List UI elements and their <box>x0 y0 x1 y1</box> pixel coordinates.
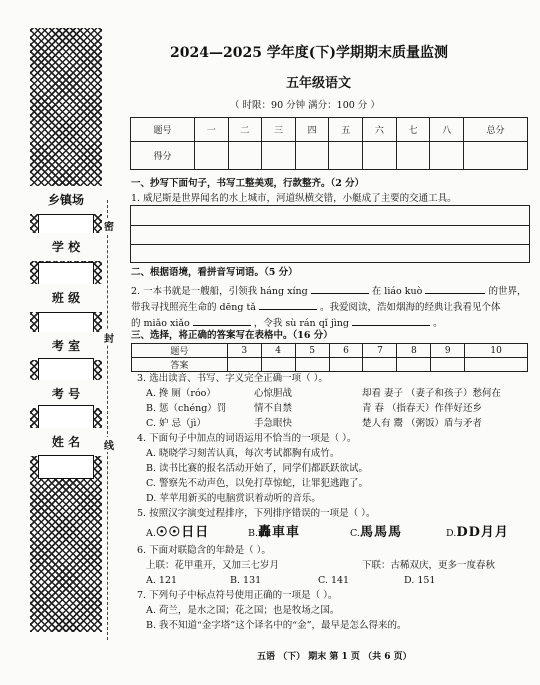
label-room: 考 室 <box>28 332 104 360</box>
q7-option-a: A. 荷兰，是水之国；花之国；也是牧场之国。 <box>146 605 340 616</box>
exam-meta: （ 时限：90 分钟 满分：100 分 ） <box>230 100 380 111</box>
name-field[interactable] <box>38 455 94 479</box>
answer-header-cell: 7 <box>363 344 397 358</box>
q5-choice-d <box>446 525 509 542</box>
q2-text: 带我寻找照亮生命的 dēng tǎ <box>131 302 256 313</box>
section-2-heading: 二、根据语境，看拼音写词语。（5 分） <box>131 267 298 278</box>
q3-option-c-word: 手急眼快 <box>254 418 293 429</box>
writing-line <box>131 225 529 226</box>
question-2-line-3 <box>131 315 443 330</box>
score-cell[interactable] <box>194 142 228 170</box>
q6-choice-d: D. 151 <box>404 575 436 586</box>
q2-text: 。 <box>433 318 443 329</box>
q3-option-b: B. 惩（chéng）罚 <box>146 403 227 414</box>
answer-cell[interactable] <box>431 358 465 372</box>
score-cell[interactable] <box>363 142 397 170</box>
answer-cell[interactable] <box>227 358 261 372</box>
question-3-stem: 3. 选出读音、书写、字义完全正确一项（ ）。 <box>137 373 328 384</box>
answer-cell[interactable] <box>329 358 363 372</box>
score-cell[interactable] <box>329 142 363 170</box>
q2-text: 。我爱阅读，浩如烟海的经典让我看见个体 <box>320 302 501 313</box>
seal-xian: 线 <box>104 437 114 452</box>
q3-option-b-word: 情不自禁 <box>254 403 293 414</box>
q4-option-d: D. 苹苹用新买的电脑赏识着动听的音乐。 <box>146 493 321 504</box>
page-subtitle: 五年级语文 <box>286 76 352 91</box>
page-footer: 五语 （下） 期末 第 1 页 （共 6 页） <box>257 652 412 662</box>
q2-text: ，令我 sù rán qǐ jìng <box>253 318 350 329</box>
answer-table <box>131 343 528 372</box>
score-cell[interactable] <box>396 142 430 170</box>
answer-header-cell: 9 <box>431 344 465 358</box>
q5-choice-c <box>350 525 402 542</box>
answer-blank[interactable] <box>193 315 251 326</box>
question-6-stem: 6. 下面对联隐含的年龄是（ ）。 <box>137 545 271 556</box>
page-title: 2024—2025 学年度(下)学期期末质量监测 <box>170 45 449 61</box>
score-cell[interactable] <box>464 142 528 170</box>
question-7-stem: 7. 下列句子中标点符号使用正确的一项是（ ）。 <box>137 590 338 601</box>
q3-option-a-word: 心惊胆战 <box>254 388 293 399</box>
score-header-cell: 七 <box>396 118 430 142</box>
choice-glyphs: DD月月 <box>456 525 509 540</box>
question-5-stem: 5. 按照汉字演变过程排序，下列排序错误的一项是（ ）。 <box>137 508 376 519</box>
score-cell[interactable] <box>262 142 296 170</box>
answer-row-label: 答案 <box>132 358 228 372</box>
choice-letter: B. <box>248 528 259 539</box>
answer-header-cell: 10 <box>465 344 528 358</box>
question-1: 1. 威尼斯是世界闻名的水上城市，河道纵横交错，小艇成了主要的交通工具。 <box>131 193 457 204</box>
answer-blank[interactable] <box>352 315 430 326</box>
seal-mi: 密 <box>104 218 114 233</box>
room-field[interactable] <box>38 358 94 382</box>
score-header-cell: 八 <box>430 118 464 142</box>
q4-option-c: C. 警察先不动声色，以免打草惊蛇，让罪犯逃跑了。 <box>146 478 368 489</box>
question-2-line-2 <box>131 299 501 314</box>
q6-choice-b: B. 131 <box>230 575 262 586</box>
label-name: 姓 名 <box>28 428 104 456</box>
q5-choice-a <box>146 525 209 542</box>
q2-text: 在 liáo kuò <box>371 286 423 297</box>
q3-option-b-phrase: 青 春 （指春天）作伴好还乡 <box>362 403 483 414</box>
choice-letter: A. <box>146 528 156 539</box>
score-header-cell: 总分 <box>464 118 528 142</box>
answer-cell[interactable] <box>465 358 528 372</box>
answer-cell[interactable] <box>363 358 397 372</box>
q3-option-c: C. 妒 忌（jì） <box>146 418 206 429</box>
q2-text: 2. 一本书就是一艘船，引领我 háng xíng <box>131 286 308 297</box>
score-header-cell: 五 <box>329 118 363 142</box>
answer-blank[interactable] <box>311 283 369 294</box>
label-exam-number: 考 号 <box>28 380 104 408</box>
q5-choice-b <box>248 525 300 542</box>
question-4-stem: 4. 下面句子中加点的词语运用不恰当的一项是（ ）。 <box>137 433 357 444</box>
q6-choice-c: C. 141 <box>318 575 350 586</box>
q2-text: 的世界， <box>488 286 527 297</box>
writing-line <box>131 244 529 245</box>
choice-letter: D. <box>446 528 457 539</box>
answer-blank[interactable] <box>425 283 485 294</box>
score-cell[interactable] <box>430 142 464 170</box>
answer-header-cell: 3 <box>227 344 261 358</box>
score-header-cell: 四 <box>295 118 329 142</box>
score-header-cell: 题号 <box>131 118 195 142</box>
answer-blank[interactable] <box>259 299 317 310</box>
seal-feng: 封 <box>104 330 114 345</box>
answer-header-cell: 8 <box>397 344 431 358</box>
score-header-cell: 一 <box>194 118 228 142</box>
q3-option-c-phrase: 楚人有 鬻 （粥饭）盾与矛者 <box>362 418 483 429</box>
score-header-cell: 二 <box>228 118 262 142</box>
q2-text: 的 miǎo xiǎo <box>131 318 190 329</box>
section-3-heading: 三、选择，将正确的答案写在表格中。（16 分） <box>131 330 333 341</box>
school-field[interactable] <box>38 262 94 286</box>
score-cell[interactable] <box>295 142 329 170</box>
label-class: 班 级 <box>28 284 104 312</box>
label-township: 乡镇场 <box>28 186 104 214</box>
q3-option-a: A. 搀 厕（róo） <box>146 388 216 399</box>
choice-glyphs: 轟車車 <box>258 525 301 540</box>
copy-writing-area[interactable] <box>130 205 530 263</box>
choice-glyphs: 馬馬馬 <box>359 525 402 540</box>
answer-header-cell: 5 <box>295 344 329 358</box>
answer-cell[interactable] <box>397 358 431 372</box>
answer-cell[interactable] <box>295 358 329 372</box>
q3-option-a-phrase: 却看 妻子 （妻子和孩子）愁何在 <box>362 388 502 399</box>
section-1-heading: 一、抄写下面句子，书写工整美观，行款整齐。（2 分） <box>131 178 365 189</box>
q4-option-b: B. 读书比赛的报名活动开始了，同学们都跃跃欲试。 <box>146 463 369 474</box>
q6-lower-couplet: 下联：古稀双庆，更多一度春秋 <box>362 560 496 571</box>
answer-header-cell: 6 <box>329 344 363 358</box>
score-cell[interactable] <box>228 142 262 170</box>
q6-upper-couplet: 上联：花甲重开，又加三七岁月 <box>146 560 280 571</box>
q7-option-b: B. 我不知道“金字塔”这个译名中的“金”，最早是怎么得来的。 <box>146 620 407 631</box>
question-2-line-1 <box>131 283 526 298</box>
exam-number-field[interactable] <box>38 405 94 429</box>
seal-line <box>107 200 108 640</box>
q4-option-a: A. 晓晓学习刻苦认真，每次考试都胸有成竹。 <box>146 448 340 459</box>
answer-header-cell: 4 <box>261 344 295 358</box>
score-header-cell: 三 <box>262 118 296 142</box>
label-school: 学 校 <box>28 233 104 261</box>
choice-letter: C. <box>350 528 360 539</box>
answer-cell[interactable] <box>261 358 295 372</box>
score-header-cell: 六 <box>363 118 397 142</box>
score-row-label: 得分 <box>131 142 195 170</box>
q6-choice-a: A. 121 <box>146 575 178 586</box>
score-table <box>130 117 528 170</box>
choice-glyphs: ☉☉日日 <box>155 525 210 540</box>
answer-header-cell: 题号 <box>132 344 228 358</box>
